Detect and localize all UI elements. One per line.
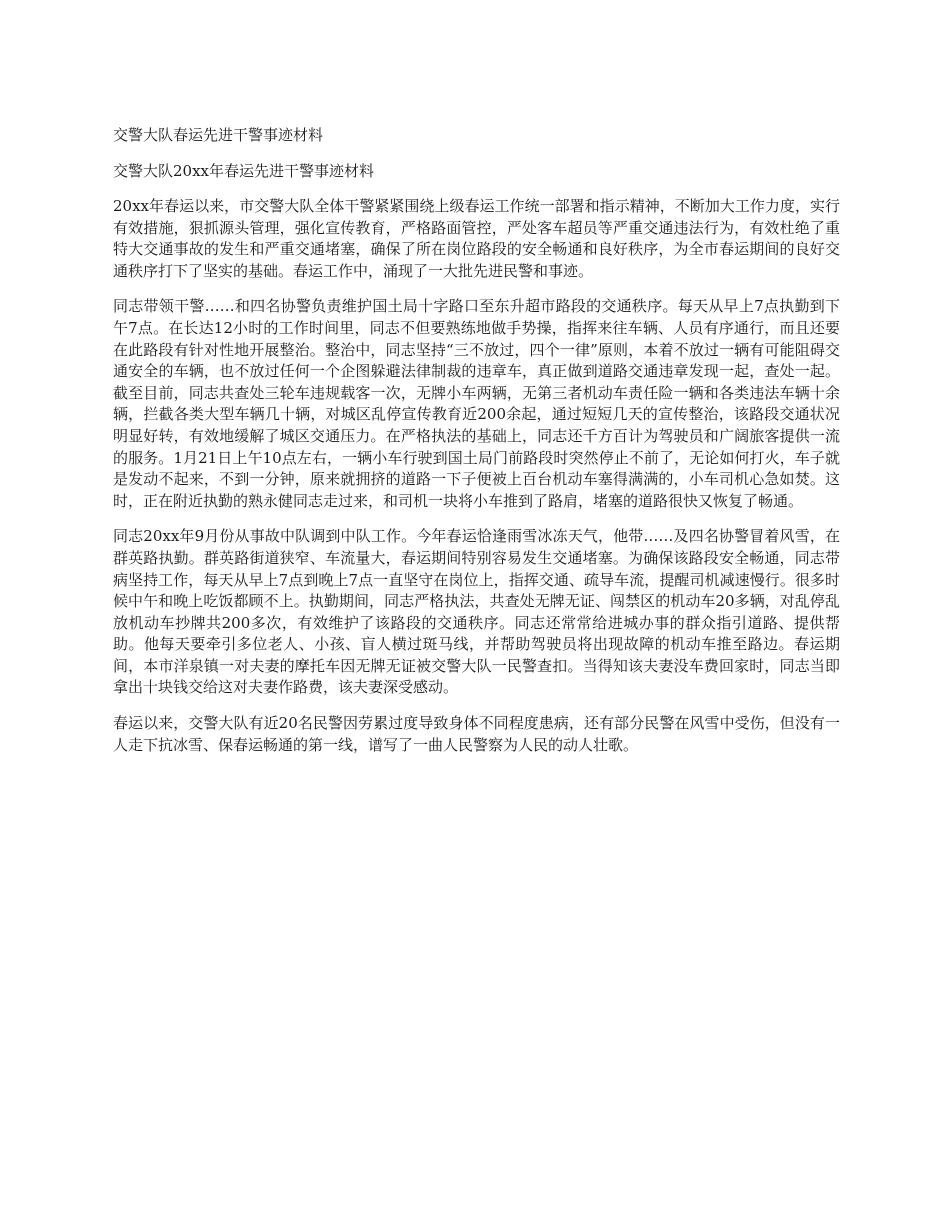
paragraph-officer-two: 同志20xx年9月份从事故中队调到中队工作。今年春运恰逢雨雪冰冻天气，他带……及四名协警冒着风雪，在群英路执勤。群英路街道狭窄、车流量大，春运期间特别容易发生交通堵塞。为确保该路段安全畅通，同志带病坚持工作，每天从早上7点到晚上7点一直坚守在岗位上，指挥交通、疏导车流，提醒司机减速慢行。很多时候中午和晚上吃饭都顾不上。执勤期间，同志严格执法，共查处无牌无证、闯禁区的机动车20多辆，对乱停乱放机动车抄牌共200多次，有效维护了该路段的交通秩序。同志还常常给进城办事的群众指引道路、提供帮助。他每天要牵引多位老人、小孩、盲人横过斑马线，并帮助驾驶员将出现故障的机动车推至路边。春运期间，本市洋泉镇一对夫妻的摩托车因无牌无证被交警大队一民警查扣。当得知该夫妻没车费回家时，同志当即拿出十块钱交给这对夫妻作路费，该夫妻深受感动。 (113, 527, 840, 697)
paragraph-intro: 20xx年春运以来，市交警大队全体干警紧紧围绕上级春运工作统一部署和指示精神，不断加大工作力度，实行有效措施，狠抓源头管理，强化宣传教育，严格路面管控，严处客车超员等严重交通违法行为，有效杜绝了重特大交通事故的发生和严重交通堵塞，确保了所在岗位路段的安全畅通和良好秩序，为全市春运期间的良好交通秩序打下了坚实的基础。春运工作中，涌现了一大批先进民警和事迹。 (113, 197, 840, 280)
document-subtitle: 交警大队20xx年春运先进干警事迹材料 (113, 162, 375, 180)
paragraph-conclusion: 春运以来，交警大队有近20名民警因劳累过度导致身体不同程度患病，还有部分民警在风雪中受伤，但没有一人走下抗冰雪、保春运畅通的第一线，谱写了一曲人民警察为人民的动人壮歌。 (113, 714, 840, 754)
document-page (113, 124, 840, 770)
paragraph-officer-one: 同志带领干警……和四名协警负责维护国土局十字路口至东升超市路段的交通秩序。每天从早上7点执勤到下午7点。在长达12小时的工作时间里，同志不但要熟练地做手势操，指挥来往车辆、人员有序通行，而且还要在此路段有针对性地开展整治。整治中，同志坚持“三不放过，四个一律”原则，本着不放过一辆有可能阻碍交通安全的车辆，也不放过任何一个企图躲避法律制裁的违章车，真正做到道路交通违章发现一起，查处一起。截至目前，同志共查处三轮车违规载客一次，无牌小车两辆，无第三者机动车责任险一辆和各类违法车辆十余辆，拦截各类大型车辆几十辆，对城区乱停宣传教育近200余起，通过短短几天的宣传整治，该路段交通状况明显好转，有效地缓解了城区交通压力。在严格执法的基础上，同志还千方百计为驾驶员和广阔旅客提供一流的服务。1月21日上午10点左右，一辆小车行驶到国土局门前路段时突然停止不前了，无论如何打火，车子就是发动不起来，不到一分钟，原来就拥挤的道路一下子便被上百台机动车塞得满满的，小车司机心急如焚。这时，正在附近执勤的熟永健同志走过来，和司机一块将小车推到了路肩，堵塞的道路很快又恢复了畅通。 (113, 297, 840, 510)
document-title: 交警大队春运先进干警事迹材料 (113, 126, 324, 144)
